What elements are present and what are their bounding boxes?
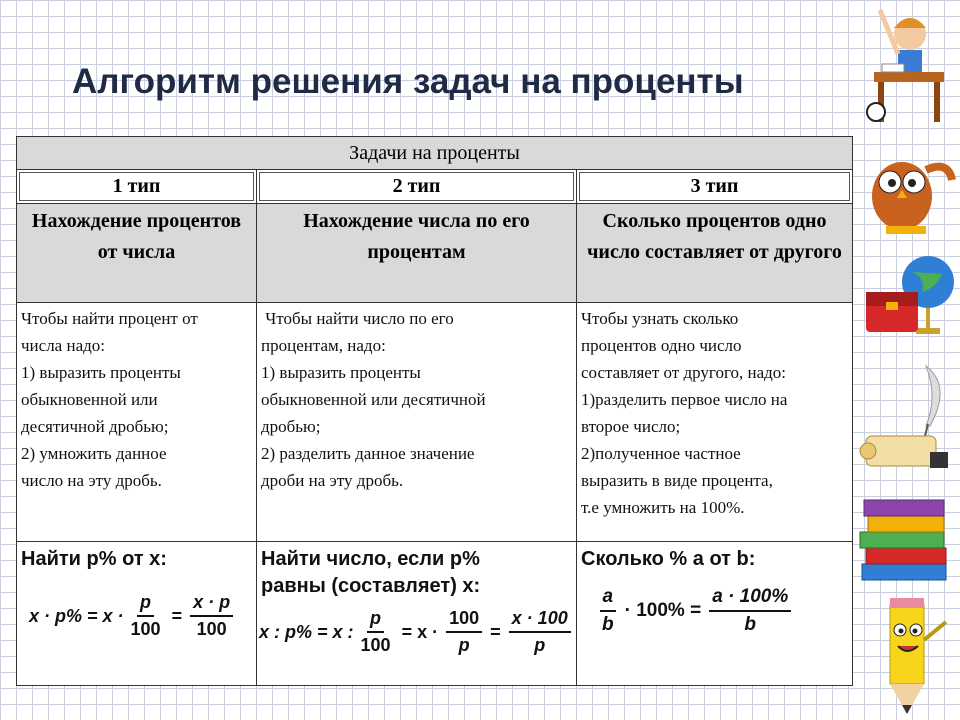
fraction: $\frac{a}{b}$: [599, 586, 617, 636]
formula-operator: · 100% =: [624, 600, 702, 621]
fraction: $\frac{p}{100}$: [130, 592, 161, 639]
owl-icon: [856, 140, 960, 240]
page-title: Алгоритм решения задач на проценты: [72, 62, 744, 101]
stack-of-books-icon: [856, 490, 960, 590]
formula-lhs: x : p% = x :: [259, 621, 354, 642]
table-header: Задачи на проценты: [17, 137, 853, 170]
type-2-label: 2 тип: [257, 170, 577, 204]
type-1-formula-title: Найти p% от x:: [21, 548, 167, 570]
type-2-name: Нахождение числа по его процентам: [257, 204, 577, 303]
fraction: $\frac{x \cdot 100}{p}$: [509, 608, 571, 656]
type-2-algorithm: Чтобы найти число по его процентам, надо: 1) выразить проценты обыкновенной или десятичной дробью; 2) разделить данное значение дроби на эту дробь.: [257, 303, 577, 542]
equals-sign: =: [171, 605, 183, 626]
type-2-formula-cell: [257, 542, 577, 686]
type-2-formula: [259, 608, 575, 656]
fraction: $\frac{a \cdot 100\%}{b}$: [709, 586, 791, 636]
fraction: $\frac{p}{100}$: [360, 608, 391, 655]
type-3-formula-title: Сколько % a от b:: [581, 548, 756, 570]
type-1-label: 1 тип: [17, 170, 257, 204]
type-3-formula-cell: [577, 542, 853, 686]
type-1-algorithm: Чтобы найти процент от числа надо: 1) выразить проценты обыкновенной или десятичной дробью; 2) умножить данное число на эту дробь.: [17, 303, 257, 542]
type-1-formula-cell: [17, 542, 257, 686]
type-2-formula-title: Найти число, если p% равны (составляет) x:: [261, 548, 481, 597]
formula-operator: = x ·: [401, 621, 439, 642]
fraction: $\frac{100}{p}$: [446, 608, 482, 656]
pencil-character-icon: [856, 594, 960, 720]
fraction: $\frac{x \cdot p}{100}$: [190, 592, 233, 640]
type-3-formula: [595, 586, 795, 636]
type-3-label: 3 тип: [577, 170, 853, 204]
globe-and-satchel-icon: [856, 248, 960, 348]
quill-and-scroll-icon: [856, 356, 960, 486]
type-3-name: Сколько процентов одно число составляет от другого: [577, 204, 853, 303]
pupil-at-desk-icon: [856, 0, 960, 130]
percent-tasks-table: [16, 136, 853, 686]
type-3-algorithm: Чтобы узнать сколько процентов одно число составляет от другого, надо: 1)разделить первое число на второе число; 2)полученное частное выразить в виде процента, т.е умножить на 100%.: [577, 303, 853, 542]
formula-lhs: x · p% = x ·: [29, 605, 124, 626]
equals-sign: =: [490, 621, 501, 642]
type-1-formula: [29, 592, 237, 640]
type-1-name: Нахождение процентов от числа: [17, 204, 257, 303]
